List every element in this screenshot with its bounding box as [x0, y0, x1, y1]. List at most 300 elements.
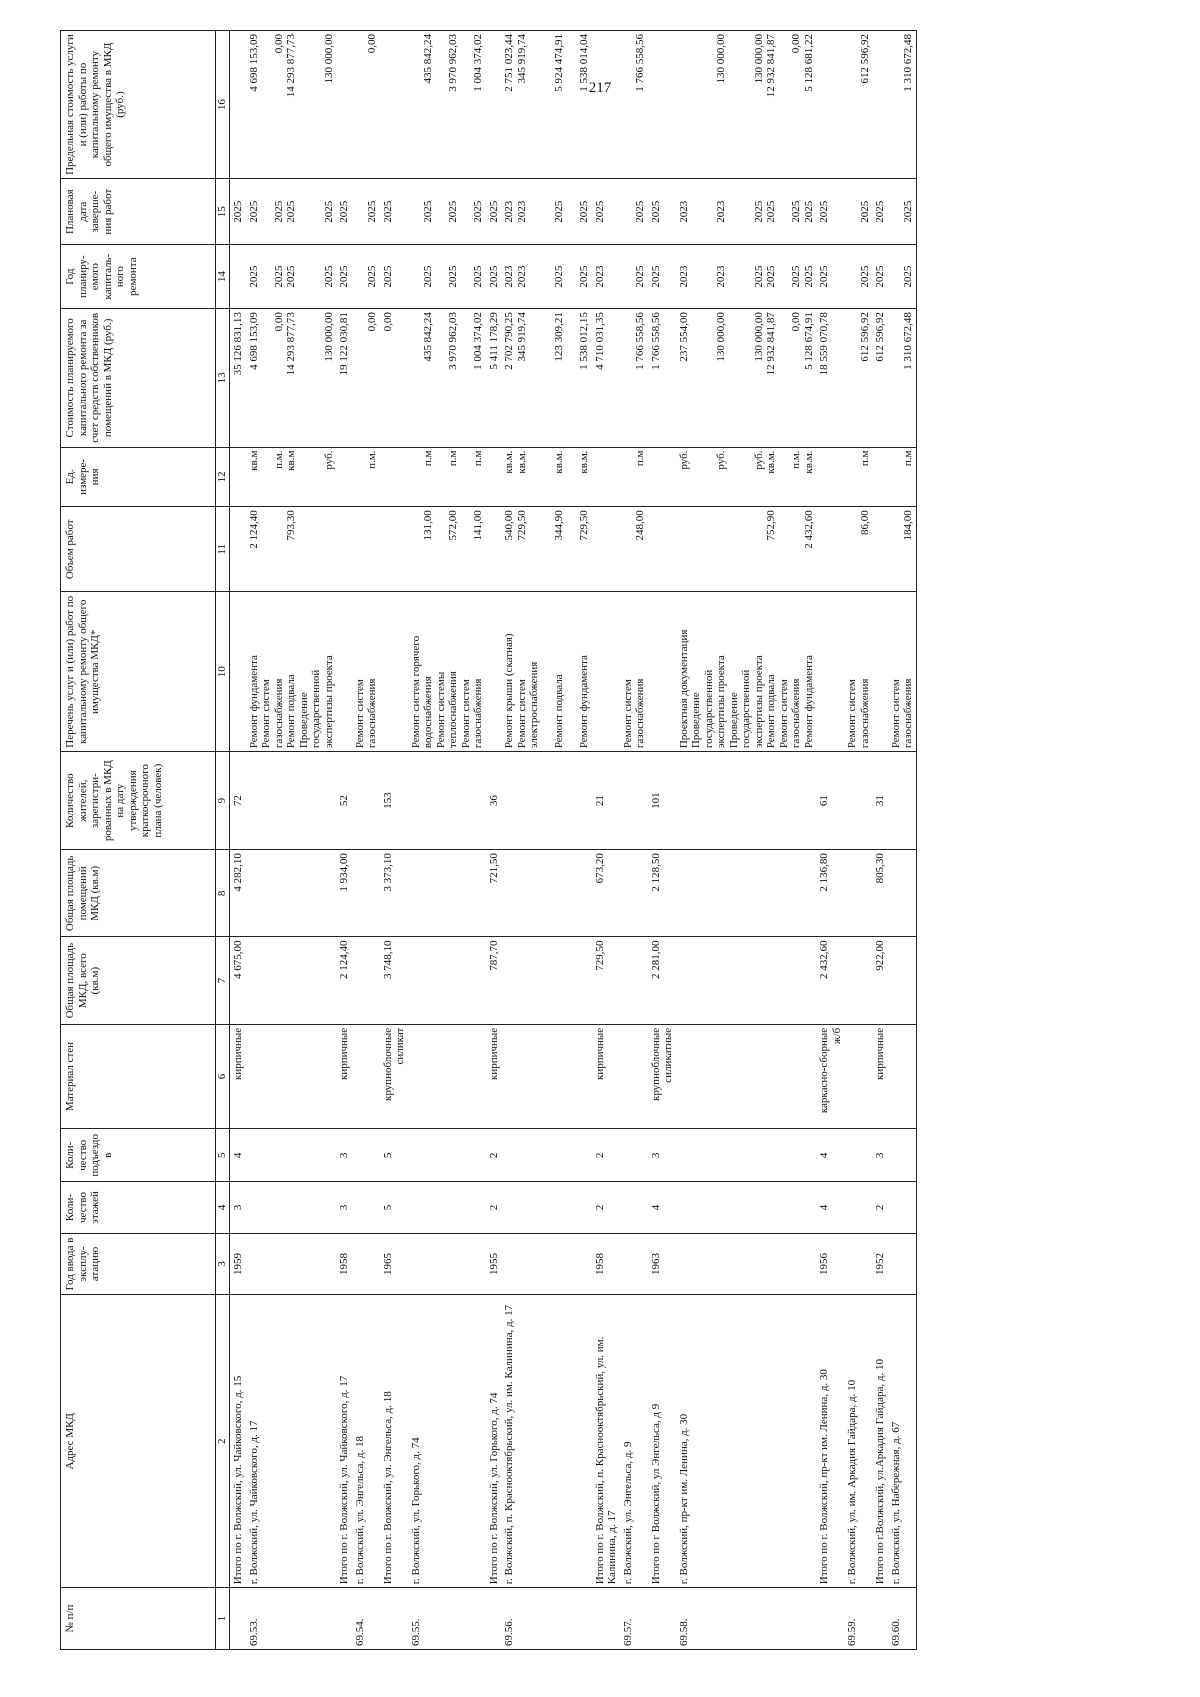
works-list — [888, 592, 917, 752]
rooms-area: 673,20 — [592, 850, 620, 937]
volume — [408, 507, 486, 592]
volume-line — [273, 510, 286, 588]
plan-date: 2025 — [230, 179, 246, 245]
unit-line: кв.м. — [765, 450, 777, 474]
works-list — [501, 592, 592, 752]
works-list-line: газоснабжения — [366, 678, 378, 749]
header-limit-cost: Предельная стоимость услуги и (или) работы по капитальному ремонту общего имущества в МКД (руб.) — [61, 31, 216, 179]
item-address: г. Волжский, п. Краснооктябрьский, ул. им. Калинина, д. 17 — [501, 1295, 592, 1588]
column-number: 3 — [216, 1233, 230, 1295]
limit-cost-line: 435 842,24 — [422, 34, 434, 84]
limit-cost-line: 1 538 014,04 — [578, 34, 590, 92]
row-number: 69.60. — [888, 1588, 917, 1650]
plan-year-line — [460, 248, 473, 305]
works-list-line: государственной — [310, 669, 322, 749]
limit-cost-line: 612 596,92 — [858, 34, 871, 84]
cost-line — [566, 312, 579, 443]
unit — [676, 447, 817, 507]
volume — [336, 507, 352, 592]
plan-date-line: 2025 — [902, 200, 914, 223]
header-residents: Количество жителей, зарегистри- рованных в МКД на дату утверждения краткосрочного плана (человек) — [61, 752, 216, 850]
item-row — [352, 31, 380, 1650]
empty-cell — [246, 850, 337, 937]
works-list — [844, 592, 872, 752]
plan-date: 2025 — [592, 179, 620, 245]
works-list-line: Ремонт систем — [459, 679, 472, 749]
limit-cost — [888, 31, 917, 179]
plan-year-line: 2025 — [902, 265, 914, 288]
unit — [336, 447, 352, 507]
total-cost: 4 710 031,35 — [592, 309, 620, 447]
plan-year: 2025 — [872, 245, 888, 309]
volume-line — [728, 510, 741, 588]
column-number: 12 — [216, 447, 230, 507]
empty-cell — [620, 1233, 648, 1295]
year-commissioned: 1955 — [486, 1233, 502, 1295]
header-unit: Ед. измере- ния — [61, 447, 216, 507]
header-plan-date: Плановая дата заверше- ния работ — [61, 179, 216, 245]
limit-cost-line: 1 766 558,56 — [634, 34, 646, 92]
plan-year: 2023 — [592, 245, 620, 309]
works-list-line: экспертизы проекта — [322, 655, 335, 749]
cost-line — [890, 312, 903, 443]
volume-line — [790, 510, 803, 588]
wall-material: кирпичные — [336, 1024, 352, 1128]
cost-line: 1 310 672,48 — [902, 312, 914, 370]
works-list-line: Проектная документация — [677, 629, 690, 749]
unit-line: п.м — [472, 450, 484, 467]
limit-cost-line — [728, 34, 741, 175]
cost — [844, 309, 872, 447]
works-list-line: Ремонт крыши (скатная) — [503, 633, 515, 749]
volume-line — [715, 510, 728, 588]
cost-line — [354, 312, 367, 443]
plan-year-line: 2025 — [247, 265, 260, 288]
total-cost: 0,00 — [380, 309, 408, 447]
row-number: 69.58. — [676, 1588, 817, 1650]
plan-year — [501, 245, 592, 309]
volume-line — [890, 510, 903, 588]
row-number — [592, 1588, 620, 1650]
limit-cost-line: 130 000,00 — [752, 34, 765, 84]
empty-cell — [888, 1233, 917, 1295]
unit-line: п.м — [634, 450, 646, 467]
row-number — [486, 1588, 502, 1650]
plan-year-line — [690, 248, 703, 305]
empty-cell — [352, 937, 380, 1024]
item-row — [501, 31, 592, 1650]
empty-cell — [246, 1233, 337, 1295]
limit-cost-line: 12 932 841,87 — [765, 34, 777, 98]
works-list-line: электроснабжения — [528, 661, 540, 749]
cost-line: 1 766 558,56 — [634, 312, 646, 370]
empty-cell — [888, 1024, 917, 1128]
volume — [246, 507, 337, 592]
cost-line — [728, 312, 741, 443]
works-list — [676, 592, 817, 752]
limit-cost — [230, 31, 246, 179]
volume-line — [740, 510, 753, 588]
limit-cost-line: 1 310 672,48 — [902, 34, 914, 92]
entrances: 3 — [872, 1129, 888, 1182]
cost-line — [690, 312, 703, 443]
volume-line — [541, 510, 554, 588]
volume-line: 86,00 — [858, 510, 871, 535]
plan-date-line — [435, 182, 448, 241]
limit-cost-line — [260, 34, 273, 175]
cost-line: 130 000,00 — [752, 312, 765, 362]
year-commissioned: 1959 — [230, 1233, 246, 1295]
header-floors: Коли- чество этажей — [61, 1182, 216, 1233]
volume-line: 344,90 — [553, 510, 565, 541]
empty-cell — [888, 1182, 917, 1233]
plan-year-line: 2025 — [366, 265, 378, 288]
header-wall-material: Материал стен — [61, 1024, 216, 1128]
floors: 3 — [336, 1182, 352, 1233]
plan-date — [888, 179, 917, 245]
plan-date-line — [890, 182, 903, 241]
volume-line — [703, 510, 716, 588]
row-number: 69.54. — [352, 1588, 380, 1650]
plan-date-line — [740, 182, 753, 241]
unit-line — [541, 451, 554, 504]
empty-cell — [501, 850, 592, 937]
works-list — [648, 592, 676, 752]
unit — [844, 447, 872, 507]
unit — [230, 447, 246, 507]
limit-cost-line: 1 004 374,02 — [472, 34, 484, 92]
cost-line: 5 128 674,91 — [802, 312, 815, 370]
year-commissioned: 1963 — [648, 1233, 676, 1295]
works-list — [246, 592, 337, 752]
unit-line — [622, 451, 635, 504]
cost — [888, 309, 917, 447]
table-body — [230, 31, 917, 1650]
volume-line — [310, 510, 323, 588]
plan-year-line: 2025 — [553, 265, 565, 288]
works-list-line: Ремонт подвала — [553, 674, 565, 749]
works-list-line: Ремонт фундамента — [578, 655, 590, 749]
plan-year: 2025 — [648, 245, 676, 309]
empty-cell — [676, 850, 817, 937]
row-number: 69.53. — [246, 1588, 337, 1650]
works-list-line: газоснабжения — [472, 678, 484, 749]
volume-line: 2 124,40 — [247, 510, 260, 549]
rooms-area: 805,30 — [872, 850, 888, 937]
plan-date-line: 2025 — [366, 200, 378, 223]
plan-date-line: 2025 — [578, 200, 590, 223]
cost — [676, 309, 817, 447]
item-address: г. Волжский, ул. Набережная, д. 67 — [888, 1295, 917, 1588]
plan-date-line — [541, 182, 554, 241]
plan-year — [246, 245, 337, 309]
volume-line — [846, 510, 859, 588]
cost — [352, 309, 380, 447]
volume-line — [260, 510, 273, 588]
unit-line: кв.м. — [578, 450, 590, 474]
plan-year-line — [728, 248, 741, 305]
plan-date: 2025 — [816, 179, 844, 245]
limit-cost — [872, 31, 888, 179]
total-cost: 1 766 558,56 — [648, 309, 676, 447]
volume — [844, 507, 872, 592]
floors: 3 — [230, 1182, 246, 1233]
plan-date — [676, 179, 817, 245]
cost-line: 4 698 153,09 — [247, 312, 260, 370]
limit-cost-line — [566, 34, 579, 175]
plan-year-line: 2025 — [858, 265, 871, 288]
plan-date-line: 2025 — [322, 200, 335, 223]
cost-line: 0,00 — [366, 312, 378, 332]
total-address: Итого по г. Волжский, пр-кт им. Ленина, д. 30 — [816, 1295, 844, 1588]
header-total-area: Общая площадь МКД, всего (кв.м) — [61, 937, 216, 1024]
unit-line: п.м — [422, 450, 434, 467]
limit-cost-line — [528, 34, 541, 175]
works-list-line: Ремонт фундамента — [247, 655, 260, 749]
item-row — [844, 31, 872, 1650]
row-number: 69.57. — [620, 1588, 648, 1650]
limit-cost — [486, 31, 502, 179]
cost-line: 123 309,21 — [553, 312, 565, 362]
volume — [352, 507, 380, 592]
volume-line: 572,00 — [447, 510, 459, 541]
volume-line — [410, 510, 423, 588]
works-list-line: Проведение — [297, 692, 310, 749]
empty-cell — [246, 1024, 337, 1128]
plan-year-line — [435, 248, 448, 305]
cost-line — [778, 312, 791, 443]
unit-line — [690, 451, 703, 504]
plan-year-line — [703, 248, 716, 305]
empty-cell — [620, 752, 648, 850]
wall-material: кирпичные — [592, 1024, 620, 1128]
total-row — [380, 31, 408, 1650]
plan-year-line: 2023 — [677, 265, 690, 288]
empty-cell — [352, 850, 380, 937]
cost-line — [410, 312, 423, 443]
plan-date-line — [622, 182, 635, 241]
cost-line — [310, 312, 323, 443]
item-address: г. Волжский, ул. им. Аркадия Гайдара, д. 10 — [844, 1295, 872, 1588]
empty-cell — [676, 1182, 817, 1233]
plan-year-line: 2025 — [634, 265, 646, 288]
cost-line: 130 000,00 — [322, 312, 335, 362]
cost-line: 345 919,74 — [515, 312, 528, 362]
plan-date — [844, 179, 872, 245]
item-row — [620, 31, 648, 1650]
total-area: 729,50 — [592, 937, 620, 1024]
cost-line: 0,00 — [272, 312, 285, 332]
limit-cost-line — [890, 34, 903, 175]
empty-cell — [408, 1129, 486, 1182]
unit-line — [298, 451, 311, 504]
row-number — [380, 1588, 408, 1650]
floors: 2 — [486, 1182, 502, 1233]
empty-cell — [620, 1129, 648, 1182]
plan-year — [676, 245, 817, 309]
floors: 4 — [648, 1182, 676, 1233]
total-area: 2 432,60 — [816, 937, 844, 1024]
column-number: 4 — [216, 1182, 230, 1233]
plan-date-line: 2025 — [765, 200, 777, 223]
works-list-line: Ремонт подвала — [285, 674, 297, 749]
unit-line — [528, 451, 541, 504]
limit-cost-line: 14 293 877,73 — [285, 34, 297, 98]
empty-cell — [352, 1233, 380, 1295]
cost-line: 1 538 012,15 — [578, 312, 590, 370]
unit-line — [728, 451, 741, 504]
year-commissioned: 1952 — [872, 1233, 888, 1295]
cost-line: 612 596,92 — [858, 312, 871, 362]
plan-date: 2025 — [380, 179, 408, 245]
empty-cell — [246, 1129, 337, 1182]
year-commissioned: 1958 — [592, 1233, 620, 1295]
total-address: Итого по г. Волжский, ул. Чайковского, д. 17 — [336, 1295, 352, 1588]
rooms-area: 1 934,00 — [336, 850, 352, 937]
unit — [816, 447, 844, 507]
year-commissioned: 1965 — [380, 1233, 408, 1295]
limit-cost-line: 0,00 — [366, 34, 378, 54]
works-list-line — [566, 595, 579, 748]
plan-date: 2025 — [648, 179, 676, 245]
unit — [648, 447, 676, 507]
plan-date: 2025 — [486, 179, 502, 245]
limit-cost-line — [354, 34, 367, 175]
cost-line — [740, 312, 753, 443]
volume-line — [528, 510, 541, 588]
empty-cell — [501, 1182, 592, 1233]
volume-line: 2 432,60 — [802, 510, 815, 549]
cost — [620, 309, 648, 447]
total-address: Итого по г Волжский, ул Энгельса, д 9 — [648, 1295, 676, 1588]
column-number: 9 — [216, 752, 230, 850]
limit-cost-line — [622, 34, 635, 175]
plan-date-line: 2025 — [634, 200, 646, 223]
header-cost: Стоимость планируемого капитального ремонта за счет средств собственников помещений в МКД (руб.) — [61, 309, 216, 447]
header-plan-year: Год планиру- емого капиталь- ного ремонта — [61, 245, 216, 309]
column-number-row — [216, 31, 230, 1650]
works-list-line: Ремонт систем — [846, 679, 858, 749]
unit-line: руб. — [322, 450, 335, 470]
wall-material: кирпичные — [872, 1024, 888, 1128]
plan-year-line: 2025 — [285, 265, 297, 288]
total-row — [230, 31, 246, 1650]
residents: 31 — [872, 752, 888, 850]
works-list — [486, 592, 502, 752]
rooms-area: 2 128,50 — [648, 850, 676, 937]
volume — [230, 507, 246, 592]
total-cost: 5 411 178,29 — [486, 309, 502, 447]
cost-line: 1 004 374,02 — [472, 312, 484, 370]
volume — [592, 507, 620, 592]
works-list-line: экспертизы проекта — [715, 655, 727, 749]
empty-cell — [501, 1233, 592, 1295]
row-number: 69.55. — [408, 1588, 486, 1650]
cost-line: 12 932 841,87 — [765, 312, 777, 376]
plan-year — [844, 245, 872, 309]
total-cost: 612 596,92 — [872, 309, 888, 447]
total-address: Итого по г. Волжский, п. Краснооктябрьский, ул. им. Калинина, д. 17 — [592, 1295, 620, 1588]
works-list — [592, 592, 620, 752]
unit-line — [435, 451, 448, 504]
total-area: 2 124,40 — [336, 937, 352, 1024]
unit-line — [260, 451, 273, 504]
total-area: 3 748,10 — [380, 937, 408, 1024]
floors: 5 — [380, 1182, 408, 1233]
header-address: Адрес МКД — [61, 1295, 216, 1588]
total-address: Итого по г. Волжский, ул. Чайковского, д. 15 — [230, 1295, 246, 1588]
row-number — [336, 1588, 352, 1650]
unit — [620, 447, 648, 507]
unit-line: руб. — [752, 450, 765, 470]
volume — [888, 507, 917, 592]
empty-cell — [352, 1182, 380, 1233]
cost-line: 0,00 — [790, 312, 802, 332]
works-list-line: Ремонт систем — [353, 679, 366, 749]
cost-line — [298, 312, 311, 443]
rotated-table-container — [60, 30, 1180, 1650]
limit-cost — [246, 31, 337, 179]
unit — [246, 447, 337, 507]
header-works-list: Перечень услуг и (или) работ по капитальному ремонту общего имущества МКД* — [61, 592, 216, 752]
limit-cost-line: 2 751 023,44 — [503, 34, 515, 92]
residents: 61 — [816, 752, 844, 850]
plan-date — [620, 179, 648, 245]
plan-year-line: 2025 — [752, 265, 765, 288]
empty-cell — [501, 937, 592, 1024]
rooms-area: 2 136,80 — [816, 850, 844, 937]
empty-cell — [844, 937, 872, 1024]
works-list — [408, 592, 486, 752]
unit — [352, 447, 380, 507]
works-list-line: Ремонт систем — [889, 679, 902, 749]
column-number: 15 — [216, 179, 230, 245]
plan-date-line — [310, 182, 323, 241]
limit-cost-line — [410, 34, 423, 175]
cost-line: 14 293 877,73 — [285, 312, 297, 376]
plan-date-line — [778, 182, 791, 241]
plan-date — [408, 179, 486, 245]
volume — [872, 507, 888, 592]
limit-cost-line: 0,00 — [272, 34, 285, 54]
limit-cost-line: 130 000,00 — [715, 34, 727, 84]
unit — [592, 447, 620, 507]
rooms-area: 4 282,10 — [230, 850, 246, 937]
residents: 101 — [648, 752, 676, 850]
volume-line: 793,30 — [285, 510, 297, 541]
plan-date: 2025 — [336, 179, 352, 245]
limit-cost — [380, 31, 408, 179]
wall-material: кирпичные — [230, 1024, 246, 1128]
entrances: 3 — [336, 1129, 352, 1182]
works-list-line: Проведение — [727, 692, 740, 749]
works-list-line: государственной — [740, 669, 752, 749]
plan-date-line: 2025 — [285, 200, 297, 223]
empty-cell — [844, 1129, 872, 1182]
limit-cost-line: 5 128 681,22 — [802, 34, 815, 92]
volume — [486, 507, 502, 592]
works-list-line: водоснабжения — [422, 676, 434, 749]
works-list — [620, 592, 648, 752]
volume-line — [366, 510, 379, 588]
unit-line: п.м. — [272, 450, 285, 469]
empty-cell — [676, 1024, 817, 1128]
works-list-line: Ремонт систем — [260, 679, 272, 749]
empty-cell — [246, 752, 337, 850]
unit-line: кв.м. — [553, 450, 565, 474]
floors: 2 — [872, 1182, 888, 1233]
works-list — [352, 592, 380, 752]
